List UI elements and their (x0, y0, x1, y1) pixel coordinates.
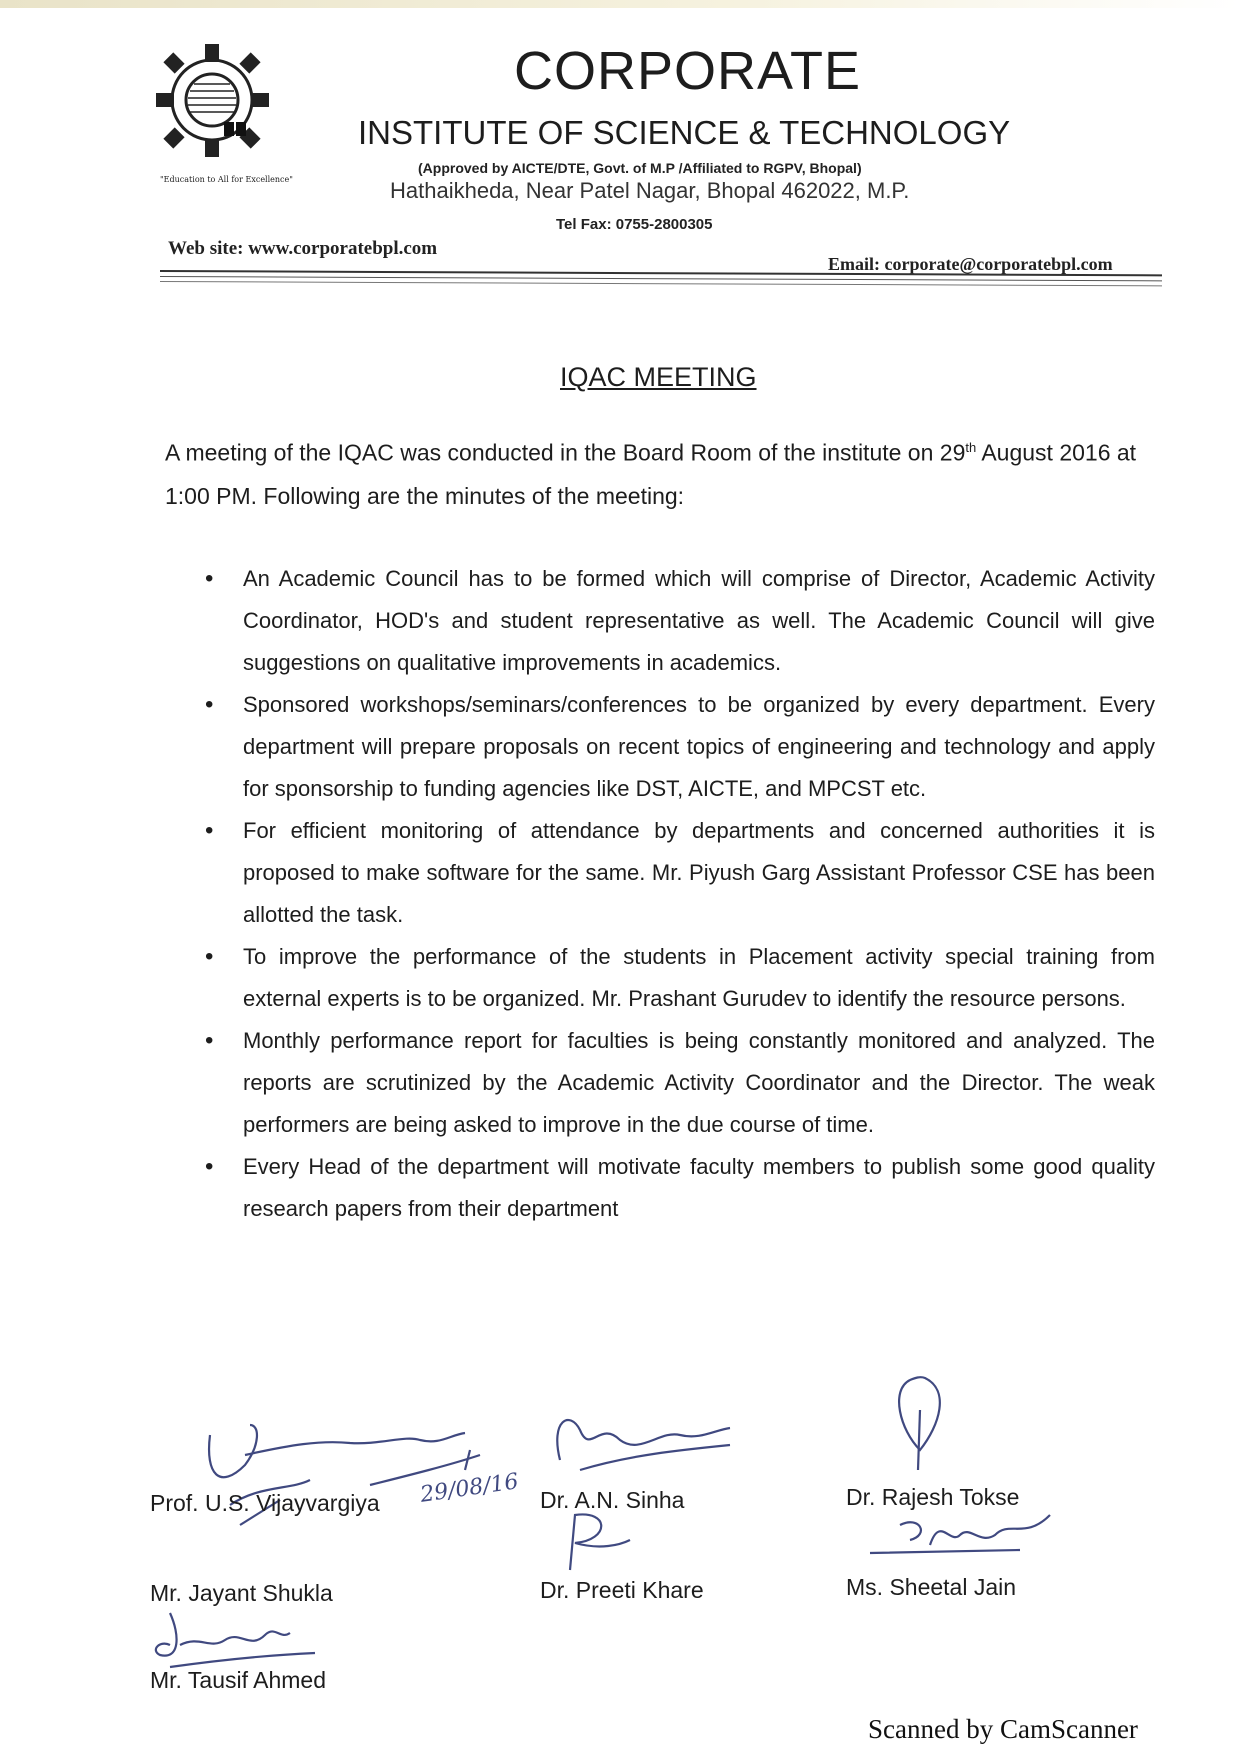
intro-paragraph (165, 426, 1165, 518)
institute-subtitle: INSTITUTE OF SCIENCE & TECHNOLOGY (358, 114, 1011, 151)
document-title: IQAC MEETING (560, 362, 757, 392)
scanner-watermark: Scanned by CamScanner (868, 1714, 1138, 1744)
signatory-name: Dr. A.N. Sinha (540, 1487, 685, 1513)
scan-edge (0, 0, 1240, 8)
minute-item: • For efficient monitoring of attendance by departments and concerned authorities it is proposed to make software for the same. Mr. Piyush Garg Assistant Professor CSE has been allotted the task. (205, 810, 1155, 936)
signature-scrawl (550, 1505, 650, 1575)
signatory-name: Ms. Sheetal Jain (846, 1574, 1017, 1600)
signatory-name: Dr. Rajesh Tokse (846, 1484, 1020, 1510)
signature-scrawl (860, 1505, 1060, 1565)
address-line: Hathaikheda, Near Patel Nagar, Bhopal 462022, M.P. (390, 178, 910, 203)
minute-item: • To improve the performance of the students in Placement activity special training from external experts is to be organized. Mr. Prashant Gurudev to identify the resource persons. (205, 936, 1155, 1020)
minute-item: • Monthly performance report for faculties is being constantly monitored and analyzed. The reports are scrutinized by the Academic Activity Coordinator and the Director. The weak performers are being asked to improve in the due course of time. (205, 1020, 1155, 1146)
signatory-name: Mr. Tausif Ahmed (150, 1667, 326, 1693)
intro-superscript: th (965, 440, 977, 455)
handwritten-date: 29/08/16 (418, 1469, 521, 1508)
minute-item: • An Academic Council has to be formed which will comprise of Director, Academic Activity Coordinator, HOD's and student representative as well. The Academic Council will give suggestions on qualitative improvements in academics. (205, 558, 1155, 684)
approval-line: (Approved by AICTE/DTE, Govt. of M.P /Affiliated to RGPV, Bhopal) (418, 160, 862, 176)
signatory-name: Mr. Jayant Shukla (150, 1580, 333, 1606)
minute-item: • Every Head of the department will motivate faculty members to publish some good quality research papers from their department (205, 1146, 1155, 1230)
tel-fax: Tel Fax: 0755-2800305 (556, 216, 713, 233)
signature-scrawl (540, 1400, 740, 1480)
signatory-name: Dr. Preeti Khare (540, 1577, 704, 1603)
signatory-name: Prof. U.S. Vijayvargiya (150, 1490, 380, 1516)
signature-scrawl (870, 1370, 990, 1480)
header-divider (160, 281, 1162, 286)
minute-item: • Sponsored workshops/seminars/conferences to be organized by every department. Every department will prepare proposals on recent topics of engineering and technology and apply for sponsorship to funding agencies like DST, AICTE, and MPCST etc. (205, 684, 1155, 810)
minutes-list (205, 558, 1155, 1230)
intro-text: August 2016 at 1:00 PM. Following are the minutes of the meeting: (165, 439, 1137, 509)
email-link[interactable]: Email: corporate@corporatebpl.com (828, 254, 1113, 274)
header-divider (160, 276, 1162, 281)
intro-text: A meeting of the IQAC was conducted in the Board Room of the institute on 29 (165, 439, 966, 466)
website-link[interactable]: Web site: www.corporatebpl.com (168, 238, 438, 259)
motto: "Education to All for Excellence" (160, 175, 293, 184)
gear-logo-icon (150, 38, 275, 163)
institute-name: CORPORATE (514, 41, 862, 101)
signature-scrawl (150, 1395, 530, 1545)
